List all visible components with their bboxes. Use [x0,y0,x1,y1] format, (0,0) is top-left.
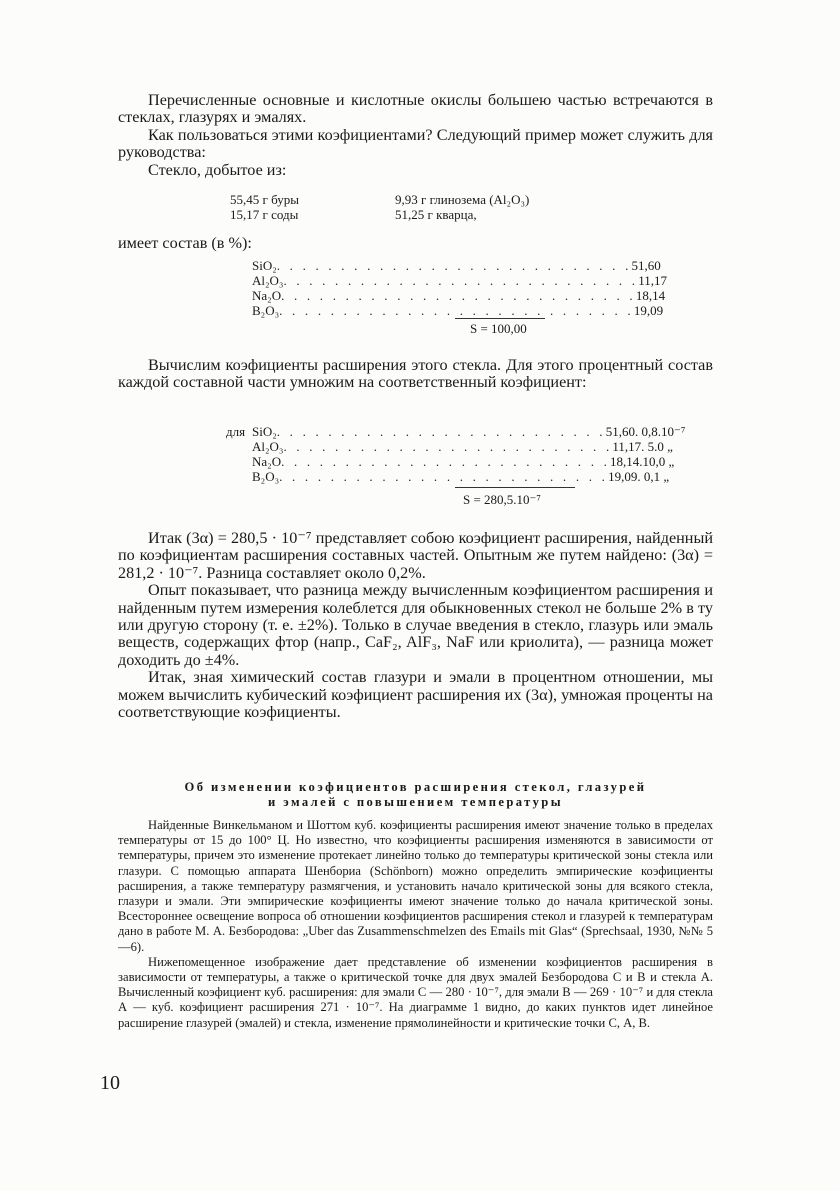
coefficient-value: 19,09. 0,1 „ [608,469,670,484]
oxide-name: Na₂O [252,454,282,469]
oxide-percent: 11,17 [638,273,667,288]
composition-row: B₂O₃ . . . . . . . . . . . . . . . . . . . . . . . . . . . . 19,09 [252,303,664,318]
oxide-percent: 51,60 [631,258,661,273]
composition-table [252,258,667,318]
paragraph-diagram: Нижепомещенное изображение дает представление об изменении коэфициентов расширения в зависимости от температуры, а также о критической точке для двух эмалей Безбородова С и В и стекла А. Вычисленный коэфициент куб. расширения: для эмали С — 280 · 10⁻⁷, для эмали В — 269 · 10⁻⁷ и для стекла А — куб. коэфициент расширения 271 · 10⁻⁷. На диаграмме 1 видно, до каких пунктов идет линейное расширение глазурей (эмалей) и стекла, изменение прямолинейности и критические точки С, А, В. [118,954,713,1030]
coefficient-table [252,424,686,484]
calc-block [118,357,713,392]
paragraph-oxides: Перечисленные основные и кислотные окислы большею частью встречаются в стеклах, глазурях и эмалях. [118,91,713,127]
sum-divider [455,318,545,319]
section-heading-line: и эмалей с повышением температуры [268,795,563,809]
paragraph-winkelmann: Найденные Винкельманом и Шоттом куб. коэфициенты расширения имеют значение только в пределах температуры от 15 до 100° Ц. Но известно, что коэфициенты расширения изменяются в зависимости от температуры, причем это изменение протекает линейно только до температуры критической зоны стекла или глазури. С помощью аппарата Шенбориа (Schönborn) можно определить эмпирические коэфициенты расширения, а также температуру размягчения, и установить начало критической зоны для всякого стекла, глазури и эмали. Эти эмпирические коэфициенты имеют значение только до начала критической зоны. Всестороннее освещение вопроса об отношении коэфициентов расширения стекол и глазурей к температурам дано в работе М. А. Безбородова: „Uber das Zusammenschmelzen des Emails mit Glas“ (Sprechsaal, 1930, №№ 5—6). [118,818,713,954]
oxide-percent: 18,14 [635,288,666,303]
coefficient-row: Na₂O . . . . . . . . . . . . . . . . . . . . . . . . . . 18,14.10,0 „ [252,454,675,469]
small-print-block [118,818,713,1031]
oxide-name: Na₂O [252,288,282,303]
coef-prefix: для [226,424,246,439]
ingredient-item: 51,25 г кварца, [395,207,477,222]
ingredients-right [395,192,529,222]
section-heading-line: Об изменении коэфициентов расширения стекол, глазурей [184,780,647,794]
oxide-name: B₂O₃ [252,469,280,484]
coefficient-row: Al₂O₃ . . . . . . . . . . . . . . . . . . . . . . . . . . 11,17. 5.0 „ [252,439,673,454]
sum-divider [455,487,575,488]
coefficient-value: 51,60. 0,8.10⁻⁷ [605,424,686,439]
oxide-name: Al₂O₃ [252,439,284,454]
paragraph-calculate: Вычислим коэфициенты расширения этого стекла. Для этого процентный состав каждой составной части умножим на соответственный коэфициент: [118,356,713,392]
oxide-name: SiO₂ [252,424,277,439]
coefficient-value: 18,14.10,0 „ [610,454,675,469]
ingredient-item: 15,17 г соды [230,207,299,222]
section-heading [118,780,713,810]
paragraph-experience: Опыт показывает, что разница между вычисленным коэфициентом расширения и найденным путем измерения колеблется для обыкновенных стекол не больше 2% в ту или другую сторону (т. е. ±2%). Только в случае введения в стекло, глазурь или эмаль веществ, содержащих фтор (напр., CaF₂, AlF₃, NaF или криолита), — разница может доходить до ±4%. [118,581,713,669]
oxide-name: B₂O₃ [252,303,280,318]
coefficient-row: SiO₂ . . . . . . . . . . . . . . . . . . . . . . . . . . 51,60. 0,8.10⁻⁷ [252,424,686,439]
composition-row: Na₂O . . . . . . . . . . . . . . . . . . . . . . . . . . . . 18,14 [252,288,666,303]
composition-row: SiO₂ . . . . . . . . . . . . . . . . . . . . . . . . . . . . 51,60 [252,258,661,273]
paragraph-result: Итак (3α) = 280,5 · 10⁻⁷ представляет собою коэфициент расширения, найденный по коэфициентам расширения составных частей. Опытным же путем найдено: (3α) = 281,2 · 10⁻⁷. Разница составляет около 0,2%. [118,529,713,582]
ingredients-left [230,192,299,222]
composition-intro: имеет состав (в %): [118,234,252,252]
paragraph-glass-from: Стекло, добытое из: [148,160,287,179]
results-block [118,530,713,721]
ingredient-item: 9,93 г глинозема (Al₂O₃) [395,192,530,207]
composition-row: Al₂O₃ . . . . . . . . . . . . . . . . . . . . . . . . . . . . 11,17 [252,273,667,288]
intro-block [118,92,713,179]
coefficient-sum: S = 280,5.10⁻⁷ [463,492,541,507]
oxide-percent: 19,09 [633,303,664,318]
paragraph-conclusion: Итак, зная химический состав глазури и эмали в процентном отношении, мы можем вычислить кубический коэфициент расширения их (3α), умножая проценты на соответствующие коэфициенты. [118,668,713,722]
coefficient-row: B₂O₃ . . . . . . . . . . . . . . . . . . . . . . . . . . 19,09. 0,1 „ [252,469,670,484]
ingredient-item: 55,45 г буры [230,192,299,207]
page-number: 10 [100,1072,120,1094]
oxide-name: SiO₂ [252,258,277,273]
composition-sum: S = 100,00 [470,321,527,336]
oxide-name: Al₂O₃ [252,273,284,288]
coefficient-value: 11,17. 5.0 „ [612,439,673,454]
paragraph-question: Как пользоваться этими коэфициентами? Следующий пример может служить для руководства: [118,125,713,162]
